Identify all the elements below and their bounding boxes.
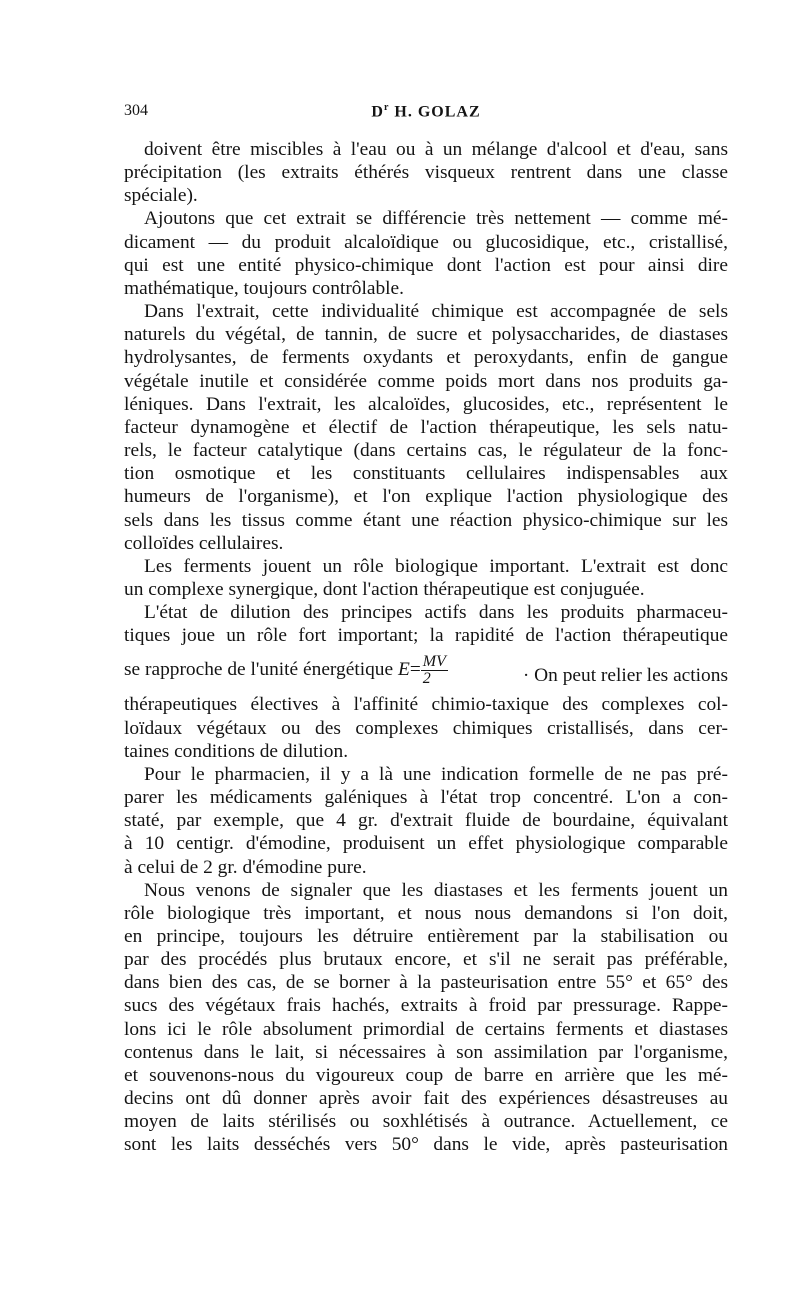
text-line: tiques joue un rôle fort important; la rapidité de l'action thérapeutique <box>124 625 728 647</box>
text-line: à 10 centigr. d'émodine, produisent un effet physiologique comparable <box>124 833 728 855</box>
text-line: facteur dynamogène et électif de l'action thérapeutique, les sels natu- <box>124 416 728 438</box>
formula-lead-text: se rapproche de l'unité énergétique <box>124 659 394 681</box>
book-page <box>124 98 728 1157</box>
text-line: parer les médicaments galéniques à l'état trop concentré. L'on a con- <box>124 787 728 809</box>
formula-lhs: E <box>397 659 410 681</box>
running-head-author <box>124 102 728 121</box>
formula-fraction <box>421 654 448 687</box>
text-line: taines conditions de dilution. <box>124 740 349 762</box>
text-line: Dans l'extrait, cette individualité chimique est accompagnée de sels <box>144 301 728 323</box>
text-line: colloïdes cellulaires. <box>124 532 284 554</box>
text-line: précipitation (les extraits éthérés visqueux rentrent dans une classe <box>124 162 728 184</box>
text-line: dicament — du produit alcaloïdique ou glucosidique, etc., cristallisé, <box>124 231 728 253</box>
formula-line-left <box>124 654 448 687</box>
text-line: qui est une entité physico-chimique dont l'action est pour ainsi dire <box>124 254 728 276</box>
text-line: mathématique, toujours contrôlable. <box>124 277 405 299</box>
fraction-denominator: 2 <box>421 670 448 687</box>
text-line: doivent être miscibles à l'eau ou à un mélange d'alcool et d'eau, sans <box>144 139 728 160</box>
text-line: et souvenons-nous du vigoureux coup de barre en arrière que les mé- <box>124 1064 728 1086</box>
author-prefix-sup: r <box>383 102 390 113</box>
text-line: naturels du végétal, de tannin, de sucre et polysaccharides, de diastases <box>124 324 728 346</box>
text-line: dans bien des cas, de se borner à la pasteurisation entre 55° et 65° des <box>124 972 728 994</box>
text-line: loïdaux végétaux ou des complexes chimiques cristallisés, dans cer- <box>124 717 728 739</box>
formula-equals: = <box>409 659 421 681</box>
formula-trailing-text: · On peut relier les actions <box>522 665 728 687</box>
text-line: staté, par exemple, que 4 gr. d'extrait fluide de bourdaine, équivalant <box>124 810 728 832</box>
text-line: Les ferments jouent un rôle biologique important. L'extrait est donc <box>144 555 728 577</box>
text-line: moyen de laits stérilisés ou soxhlétisés à outrance. Actuellement, ce <box>124 1111 728 1133</box>
body-text <box>124 138 728 1157</box>
author-prefix: D <box>371 103 384 121</box>
page-header <box>124 98 728 124</box>
text-line: sels dans les tissus comme étant une réaction physico-chimique sur les <box>124 509 728 531</box>
text-line: contenus dans le lait, si nécessaires à son assimilation par l'organisme, <box>124 1041 728 1063</box>
paragraph <box>124 207 728 300</box>
fraction-numerator: MV <box>422 653 446 671</box>
text-line: sucs des végétaux frais hachés, extraits à froid par pressurage. Rappe- <box>124 995 728 1017</box>
paragraph <box>124 300 728 555</box>
text-line: tion osmotique et les constituants cellulaires indispensables aux <box>124 463 728 485</box>
formula-line <box>124 647 728 693</box>
text-line: un complexe synergique, dont l'action thérapeutique est conjuguée. <box>124 578 645 600</box>
text-line: en principe, toujours les détruire entièrement par la stabilisation ou <box>124 926 728 947</box>
paragraph <box>124 555 728 601</box>
text-line: à celui de 2 gr. d'émodine pure. <box>124 856 367 878</box>
paragraph <box>124 138 728 207</box>
page-number: 304 <box>124 102 148 119</box>
author-name: H. GOLAZ <box>394 103 481 121</box>
paragraph <box>124 879 728 1157</box>
text-line: léniques. Dans l'extrait, les alcaloïdes, glucosides, etc., représentent le <box>124 393 728 415</box>
text-line: hydrolysantes, de ferments oxydants et peroxydants, enfin de gangue <box>124 347 728 369</box>
text-line: végétale inutile et considérée comme poids mort dans nos produits ga- <box>124 370 728 392</box>
text-line: Ajoutons que cet extrait se différencie très nettement — comme mé- <box>144 208 728 230</box>
text-line: par des procédés plus brutaux encore, et s'il ne serait pas préférable, <box>124 949 728 971</box>
text-line: decins ont dû donner après avoir fait des expériences désastreuses au <box>124 1088 728 1110</box>
text-line: humeurs de l'organisme), et l'on explique l'action physiologique des <box>124 486 728 508</box>
text-line: sont les laits desséchés vers 50° dans le vide, après pasteurisation <box>124 1134 728 1156</box>
text-line: L'état de dilution des principes actifs dans les produits pharmaceu- <box>144 602 728 624</box>
text-line: rôle biologique très important, et nous nous demandons si l'on doit, <box>124 902 728 924</box>
text-line: lons ici le rôle absolument primordial de certains ferments et diastases <box>124 1018 728 1040</box>
text-line: rels, le facteur catalytique (dans certains cas, le régulateur de la fonc- <box>124 440 728 462</box>
paragraph <box>124 763 728 879</box>
text-line: Nous venons de signaler que les diastases et les ferments jouent un <box>144 879 728 901</box>
text-line: Pour le pharmacien, il y a là une indication formelle de ne pas pré- <box>144 763 728 785</box>
text-line: thérapeutiques électives à l'affinité chimio-taxique des complexes col- <box>124 694 728 716</box>
paragraph <box>124 601 728 763</box>
text-line: spéciale). <box>124 185 198 207</box>
